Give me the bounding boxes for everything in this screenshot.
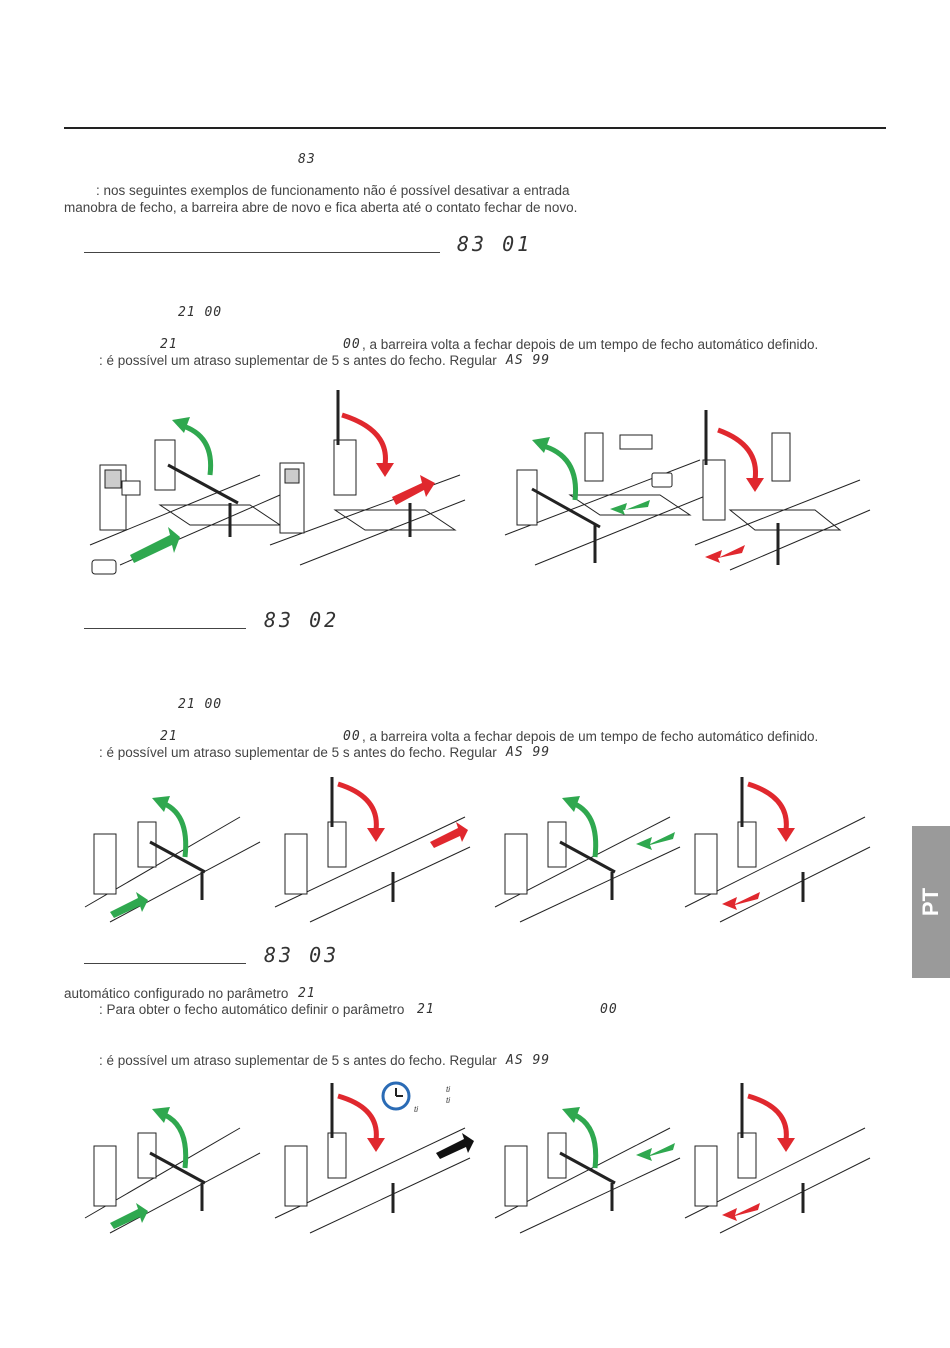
section-1-code: 83 01 [457,232,533,256]
section-2-param-code: 21 [160,729,178,744]
panel-1-open [85,1128,260,1233]
section-1-param-code: 21 [160,337,178,352]
timer-label-3: ti [414,1105,418,1114]
section-3-heading-line [84,963,246,964]
top-rule [64,127,886,129]
section-3-line-2-value: 00 [600,1002,618,1017]
section-2-value-code: 00 [343,729,361,744]
panel-3-open-reader [505,433,720,565]
section-3-text-note: : é possível um atraso suplementar de 5 s antes do fecho. Regular [99,1053,497,1068]
section-1-param: 21 00 [178,305,223,320]
panel-4-close [685,1083,870,1233]
section-3-illustration [80,1078,880,1238]
panel-2-close [270,390,465,565]
section-3-code: 83 03 [264,943,340,967]
language-tab-label: PT [918,887,943,917]
section-2-code: 83 02 [264,608,340,632]
section-1-text-main: , a barreira volta a fechar depois de um tempo de fecho automático definido. [362,337,819,352]
section-2-note-code: AS 99 [506,745,551,760]
section-1-note-code: AS 99 [506,353,551,368]
intro-line-1: : nos seguintes exemplos de funcionamento não é possível desativar a entrada [96,183,570,198]
section-3-line-1: automático configurado no parâmetro [64,986,289,1001]
section-2-text-note: : é possível um atraso suplementar de 5 s antes do fecho. Regular [99,745,497,760]
section-1-text-note: : é possível um atraso suplementar de 5 s antes do fecho. Regular [99,353,497,368]
section-3-note-code: AS 99 [506,1053,551,1068]
section-2-heading-line [84,628,246,629]
panel-4-close [695,410,870,570]
panel-3-open [495,1128,680,1233]
panel-1-open-card [90,440,280,574]
section-3-line-1-code: 21 [298,986,316,1001]
section-3-line-2-code: 21 [417,1002,435,1017]
section-1-heading-line [84,252,440,253]
timer-label-1: ti [446,1085,450,1094]
section-1-illustration [80,385,880,585]
panel-3-open [495,817,680,922]
section-2-illustration [80,772,880,932]
section-2-text-main: , a barreira volta a fechar depois de um tempo de fecho automático definido. [362,729,819,744]
section-3-line-2: : Para obter o fecho automático definir o parâmetro [99,1002,405,1017]
section-1-value-code: 00 [343,337,361,352]
intro-line-2: manobra de fecho, a barreira abre de novo e fica aberta até o contato fechar de novo. [64,200,578,215]
section-2-param: 21 00 [178,697,223,712]
panel-2-close [275,777,470,922]
panel-1-open [85,817,260,922]
param-83-code: 83 [298,152,316,167]
timer-label-2: ti [446,1096,450,1105]
language-tab [912,826,950,978]
